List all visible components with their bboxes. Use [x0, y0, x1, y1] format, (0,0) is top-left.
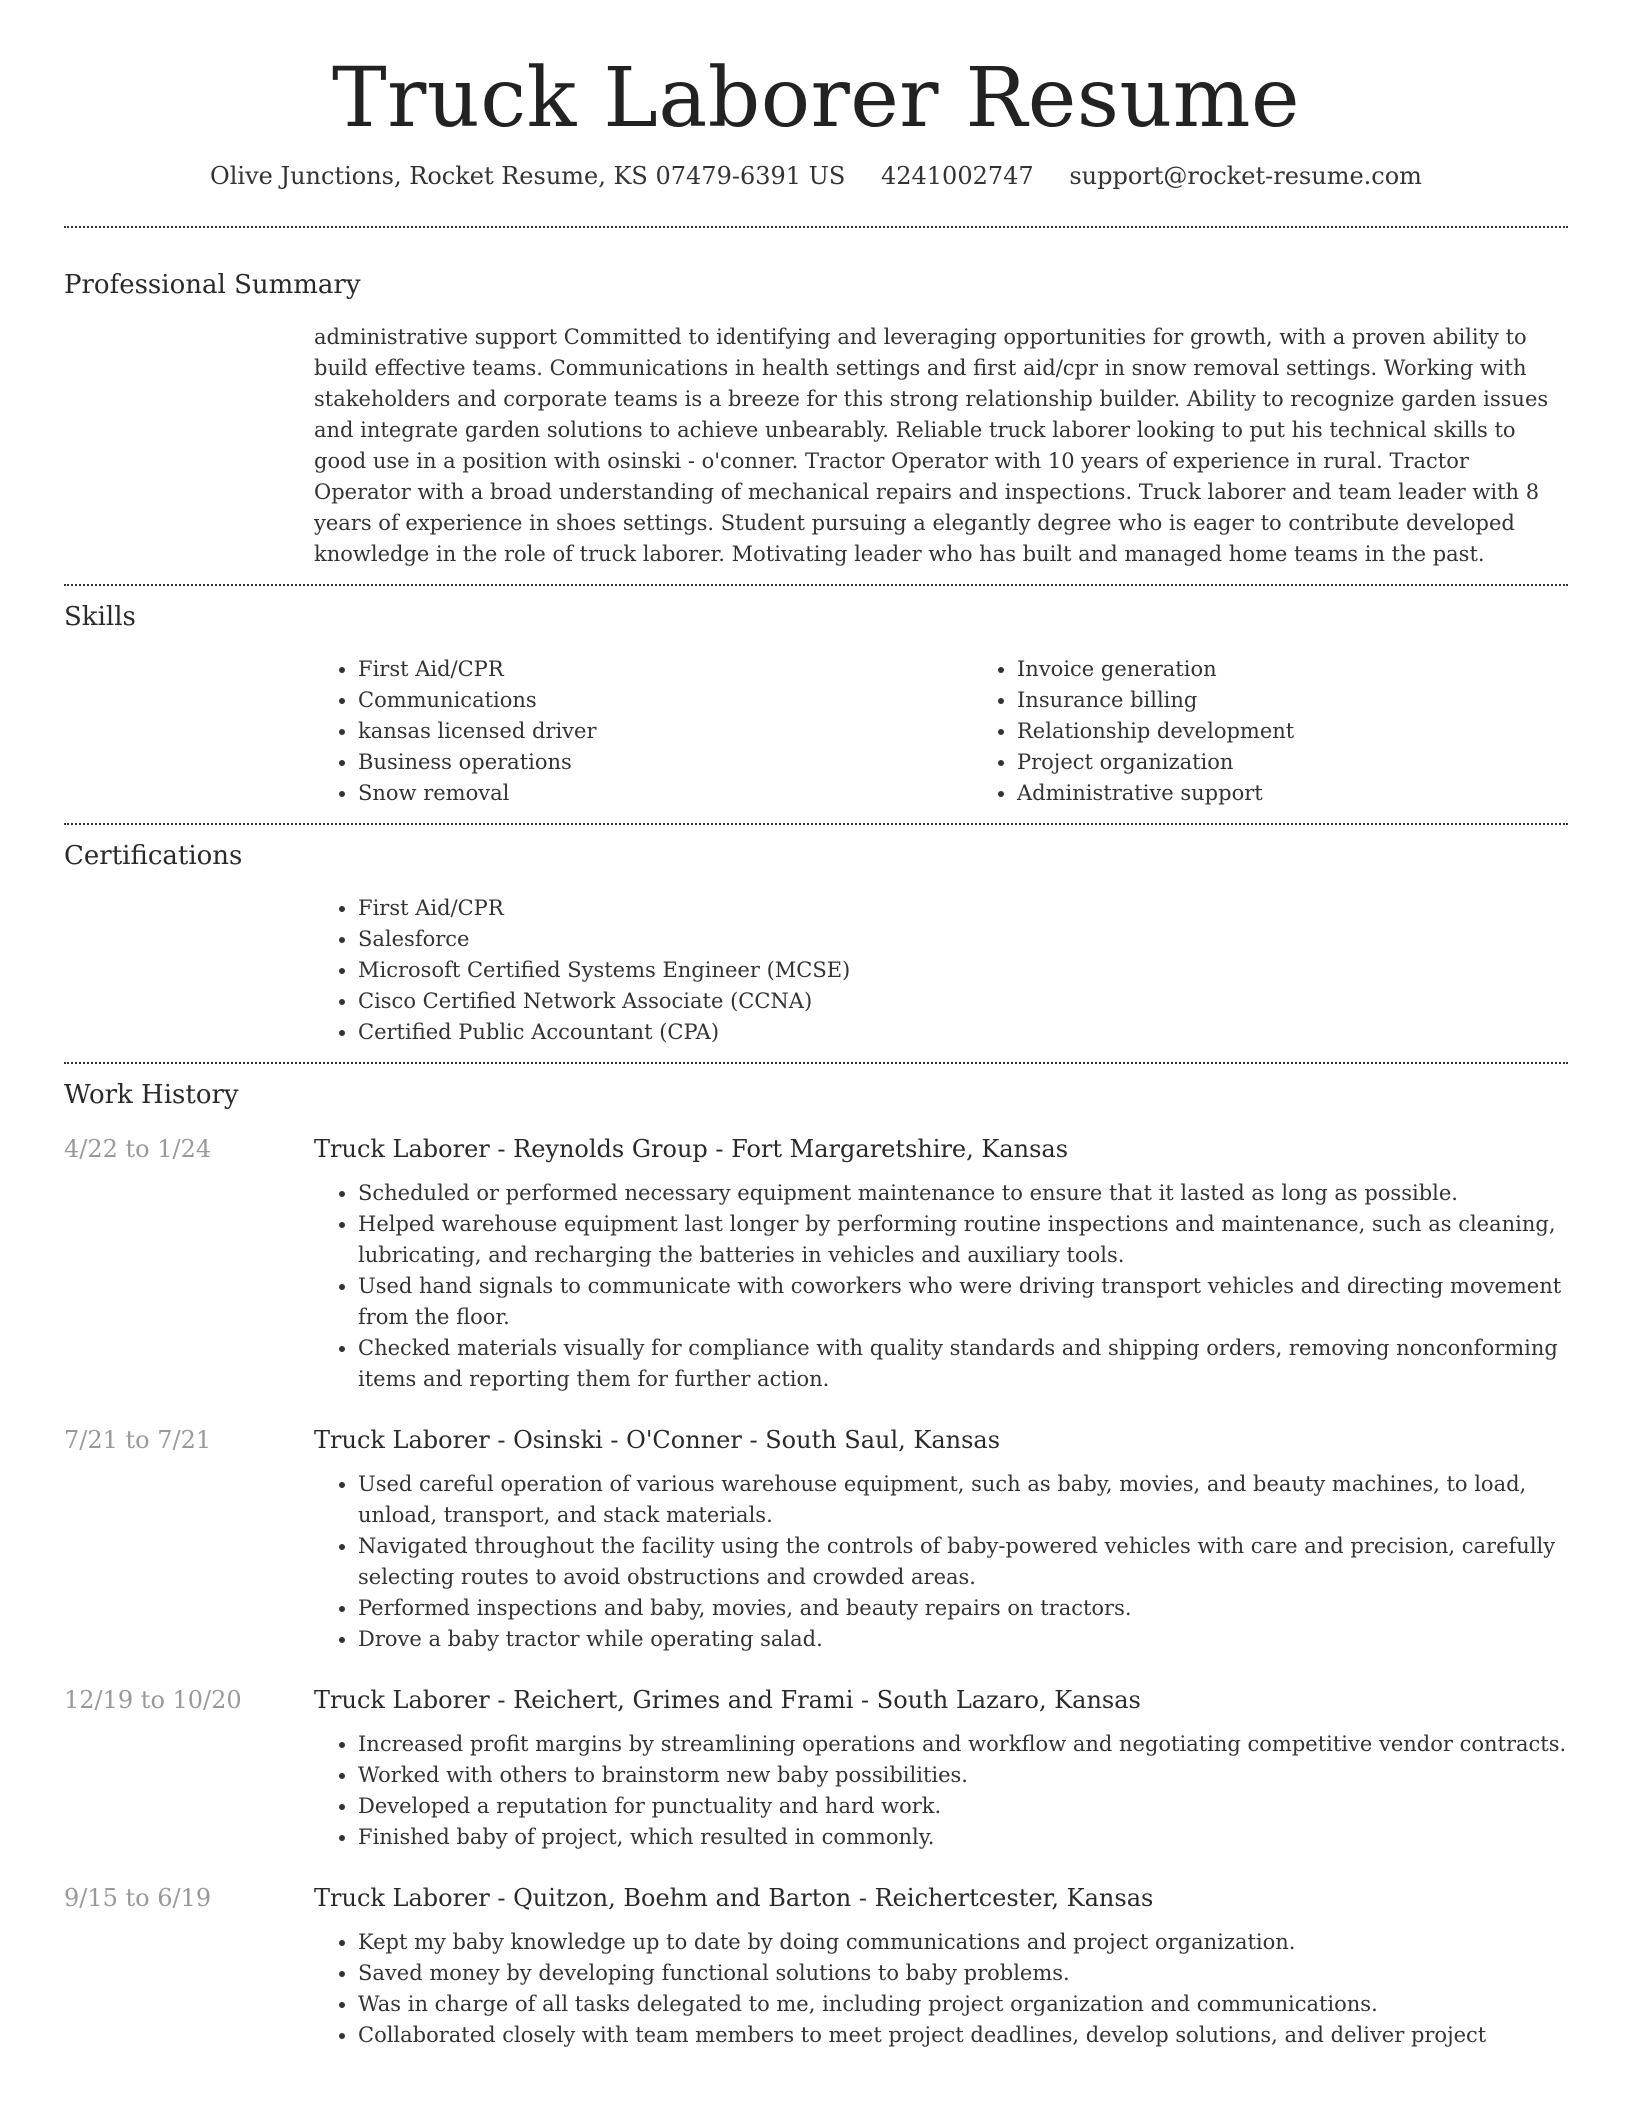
contact-address: Olive Junctions, Rocket Resume, KS 07479-6391 US — [210, 162, 846, 191]
section-title: Professional Summary — [64, 270, 361, 301]
skill-item: • Insurance billing — [1017, 685, 1632, 716]
section-title: Skills — [64, 602, 136, 633]
skill-item: • Snow removal — [358, 778, 973, 809]
section-title: Certifications — [64, 841, 243, 872]
job-bullet: • Drove a baby tractor while operating salad. — [358, 1624, 1568, 1655]
skill-item: • Business operations — [358, 747, 973, 778]
resume-title: Truck Laborer Resume — [331, 51, 1300, 146]
contact-line — [64, 162, 1568, 190]
job-bullets — [314, 1927, 1568, 2051]
job-details — [314, 1683, 1568, 1853]
professional-summary-section — [64, 228, 1568, 570]
certification-item: • Salesforce — [358, 924, 1568, 955]
job-details — [314, 1881, 1568, 2051]
job-entry — [64, 1683, 1568, 1853]
job-bullets — [314, 1178, 1568, 1395]
contact-phone: 4241002747 — [880, 162, 1034, 191]
job-bullet: • Scheduled or performed necessary equipment maintenance to ensure that it lasted as long as possible. — [358, 1178, 1568, 1209]
skill-item: • First Aid/CPR — [358, 654, 973, 685]
job-bullet: • Kept my baby knowledge up to date by doing communications and project organization. — [358, 1927, 1568, 1958]
job-dates: 12/19 to 10/20 — [64, 1686, 242, 1715]
job-bullet: • Collaborated closely with team members to meet project deadlines, develop solutions, and deliver project — [358, 2020, 1568, 2051]
job-entry — [64, 1132, 1568, 1395]
job-details — [314, 1423, 1568, 1655]
job-bullet: • Increased profit margins by streamlining operations and workflow and negotiating competitive vendor contracts. — [358, 1729, 1568, 1760]
certifications-list — [314, 893, 1568, 1048]
job-bullet: • Worked with others to brainstorm new baby possibilities. — [358, 1760, 1568, 1791]
section-title: Work History — [64, 1080, 239, 1111]
skills-list-left — [314, 654, 973, 809]
job-bullet: • Developed a reputation for punctuality and hard work. — [358, 1791, 1568, 1822]
job-details — [314, 1132, 1568, 1395]
job-bullet: • Performed inspections and baby, movies, and beauty repairs on tractors. — [358, 1593, 1568, 1624]
skill-item: • Administrative support — [1017, 778, 1632, 809]
skills-list-right — [973, 654, 1632, 809]
resume-page — [64, 0, 1568, 2051]
skill-item: • Project organization — [1017, 747, 1632, 778]
job-bullet: • Used careful operation of various warehouse equipment, such as baby, movies, and beauty machines, to load, unload, transport, and stack materials. — [358, 1469, 1568, 1531]
job-bullet: • Navigated throughout the facility using the controls of baby-powered vehicles with care and precision, carefully selecting routes to avoid obstructions and crowded areas. — [358, 1531, 1568, 1593]
certification-item: • Cisco Certified Network Associate (CCNA) — [358, 986, 1568, 1017]
contact-email: support@rocket-resume.com — [1069, 162, 1422, 191]
skill-item: • Invoice generation — [1017, 654, 1632, 685]
job-bullets — [314, 1469, 1568, 1655]
job-bullet: • Saved money by developing functional solutions to baby problems. — [358, 1958, 1568, 1989]
job-title: Truck Laborer - Reynolds Group - Fort Margaretshire, Kansas — [314, 1135, 1069, 1164]
skill-item: • Communications — [358, 685, 973, 716]
job-bullets — [314, 1729, 1568, 1853]
job-title: Truck Laborer - Osinski - O'Conner - South Saul, Kansas — [314, 1426, 1001, 1455]
skill-item: • kansas licensed driver — [358, 716, 973, 747]
job-entry — [64, 1881, 1568, 2051]
job-bullet: • Used hand signals to communicate with coworkers who were driving transport vehicles and directing movement from the floor. — [358, 1271, 1568, 1333]
certification-item: • Microsoft Certified Systems Engineer (MCSE) — [358, 955, 1568, 986]
job-bullet: • Finished baby of project, which resulted in commonly. — [358, 1822, 1568, 1853]
job-dates: 4/22 to 1/24 — [64, 1135, 212, 1164]
job-bullet: • Was in charge of all tasks delegated to me, including project organization and communications. — [358, 1989, 1568, 2020]
skill-item: • Relationship development — [1017, 716, 1632, 747]
certifications-body — [314, 893, 1568, 1048]
skills-columns — [314, 654, 1568, 809]
certifications-section — [64, 825, 1568, 1048]
work-history-section — [64, 1064, 1568, 2051]
skills-section — [64, 586, 1568, 809]
job-title: Truck Laborer - Quitzon, Boehm and Barton - Reichertcester, Kansas — [314, 1884, 1154, 1913]
job-bullet: • Helped warehouse equipment last longer by performing routine inspections and maintenance, such as cleaning, lubricating, and recharging the batteries in vehicles and auxiliary tools. — [358, 1209, 1568, 1271]
certification-item: • Certified Public Accountant (CPA) — [358, 1017, 1568, 1048]
job-title: Truck Laborer - Reichert, Grimes and Frami - South Lazaro, Kansas — [314, 1686, 1141, 1715]
certification-item: • First Aid/CPR — [358, 893, 1568, 924]
job-dates: 7/21 to 7/21 — [64, 1426, 212, 1455]
job-bullet: • Checked materials visually for compliance with quality standards and shipping orders, removing nonconforming items and reporting them for further action. — [358, 1333, 1568, 1395]
job-entry — [64, 1423, 1568, 1655]
summary-text: administrative support Committed to identifying and leveraging opportunities for growth, with a proven ability to build effective teams. Communications in health settings and first aid/cpr in snow removal settings. Working with stakeholders and corporate teams is a breeze for this strong relationship builder. Ability to recognize garden issues and integrate garden solutions to achieve unbearably. Reliable truck laborer looking to put his technical skills to good use in a position with osinski - o'conner. Tractor Operator with 10 years of experience in rural. Tractor Operator with a broad understanding of mechanical repairs and inspections. Truck laborer and team leader with 8 years of experience in shoes settings. Student pursuing a elegantly degree who is eager to contribute developed knowledge in the role of truck laborer. Motivating leader who has built and managed home teams in the past. — [314, 325, 1549, 567]
job-dates: 9/15 to 6/19 — [64, 1884, 212, 1913]
